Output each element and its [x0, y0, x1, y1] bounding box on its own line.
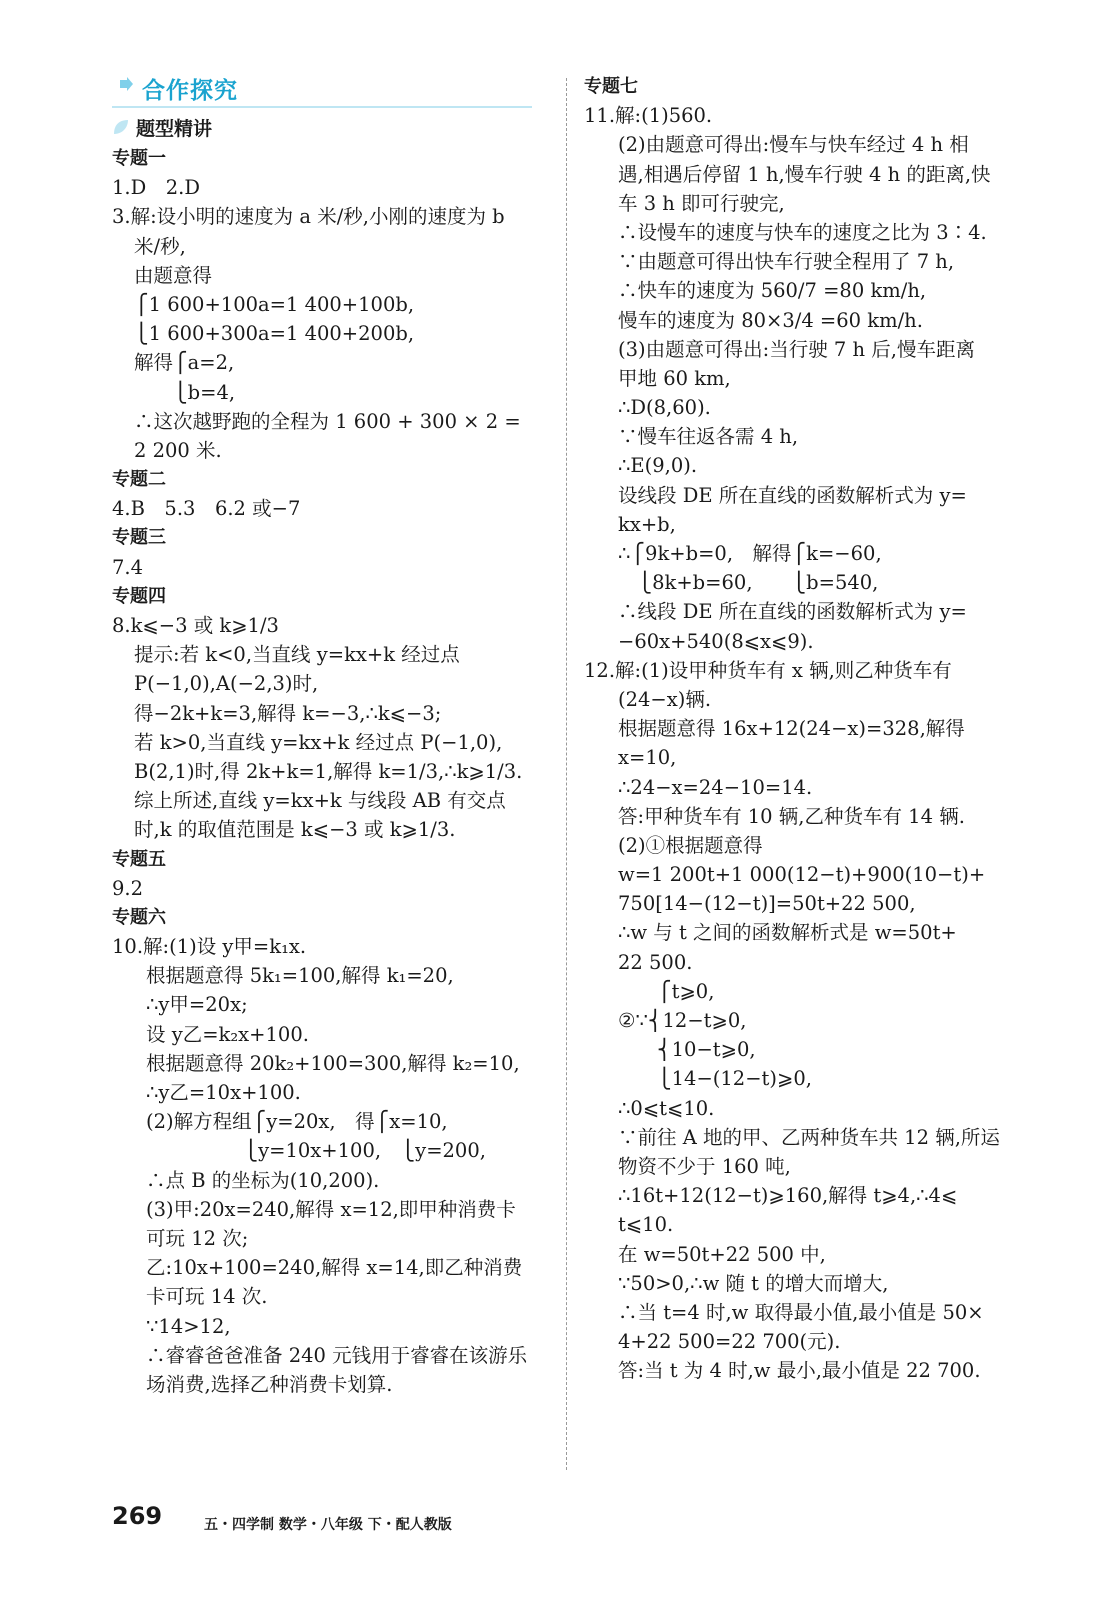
watermark-logo — [900, 1500, 1080, 1580]
answer-line: 1.D 2.D — [112, 176, 200, 200]
answer-line: 3.解:设小明的速度为 a 米/秒,小刚的速度为 b — [112, 205, 505, 229]
answer-line: 4+22 500=22 700(元). — [618, 1330, 841, 1354]
answer-line: (3)甲:20x=240,解得 x=12,即甲种消费卡 — [146, 1197, 516, 1221]
answer-line: ∴D(8,60). — [618, 396, 711, 420]
answer-line: ⎩b=4, — [134, 380, 236, 404]
answer-line: 由题意得 — [134, 263, 213, 287]
answer-line: (2)解方程组⎧y=20x, 得⎧x=10, — [146, 1110, 448, 1134]
answer-line: 11.解:(1)560. — [584, 104, 713, 128]
answer-line: ∴w 与 t 之间的函数解析式是 w=50t+ — [618, 921, 957, 945]
answer-line: 甲地 60 km, — [618, 366, 731, 390]
answer-line: 米/秒, — [134, 234, 186, 258]
answer-line: 设线段 DE 所在直线的函数解析式为 y= — [618, 483, 967, 507]
answer-line: ∴⎧9k+b=0, 解得⎧k=−60, — [618, 542, 882, 565]
answer-line: ∵50>0,∴w 随 t 的增大而增大, — [618, 1271, 889, 1295]
answer-line: 设 y乙=k₂x+100. — [146, 1022, 309, 1046]
column-divider — [566, 78, 567, 1470]
answer-line: ∵14>12, — [146, 1314, 231, 1338]
answer-line: −60x+540(8⩽x⩽9). — [618, 629, 814, 653]
answer-line: ⎨10−t⩾0, — [618, 1038, 756, 1062]
answer-line: 根据题意得 5k₁=100,解得 k₁=20, — [146, 964, 454, 988]
answer-line: ∵由题意可得出快车行驶全程用了 7 h, — [618, 250, 955, 274]
answer-line: 2 200 米. — [134, 438, 222, 462]
answer-line: ∴点 B 的坐标为(10,200). — [146, 1168, 380, 1192]
answer-line: ⎩8k+b=60, ⎩b=540, — [618, 571, 879, 595]
answer-line: ∵慢车往返各需 4 h, — [618, 425, 799, 449]
answer-line: 22 500. — [618, 950, 693, 974]
answer-line: 12.解:(1)设甲种货车有 x 辆,则乙种货车有 — [584, 658, 952, 682]
answer-line: (3)由题意可得出:当行驶 7 h 后,慢车距离 — [618, 337, 975, 361]
answer-line: 可玩 12 次; — [146, 1226, 249, 1250]
topic-heading: 专题二 — [112, 469, 166, 491]
answer-line: ∴设慢车的速度与快车的速度之比为 3∶4. — [618, 220, 987, 244]
answer-line: 解得⎧a=2, — [134, 351, 235, 375]
topic-heading: 专题六 — [112, 906, 166, 928]
section-banner — [112, 72, 532, 108]
answer-line: ∴24−x=24−10=14. — [618, 775, 813, 799]
answer-line: 10.解:(1)设 y甲=k₁x. — [112, 935, 307, 959]
answer-line: 根据题意得 16x+12(24−x)=328,解得 — [618, 717, 965, 741]
answer-line: 综上所述,直线 y=kx+k 与线段 AB 有交点 — [134, 789, 506, 813]
answer-line: 4.B 5.3 6.2 或−7 — [112, 497, 301, 521]
answer-line: 7.4 — [112, 555, 144, 579]
answer-line: 9.2 — [112, 876, 144, 900]
answer-line: ⎩14−(12−t)⩾0, — [618, 1067, 812, 1091]
answer-line: 场消费,选择乙种消费卡划算. — [146, 1372, 393, 1396]
subsection-heading — [112, 112, 552, 144]
answer-line: ⎩y=10x+100, ⎩y=200, — [146, 1139, 486, 1163]
answer-line: 乙:10x+100=240,解得 x=14,即乙种消费 — [146, 1256, 523, 1280]
answer-line: x=10, — [618, 746, 677, 770]
page-footer — [112, 1502, 1012, 1542]
answer-line: ∴y乙=10x+100. — [146, 1081, 301, 1104]
answer-line: 答:甲种货车有 10 辆,乙种货车有 14 辆. — [618, 804, 965, 828]
answer-line: w=1 200t+1 000(12−t)+900(10−t)+ — [618, 863, 986, 887]
answer-line: B(2,1)时,得 2k+k=1,解得 k=1/3,∴k⩾1/3. — [134, 759, 523, 783]
answer-line: ∴睿睿爸爸准备 240 元钱用于睿睿在该游乐 — [146, 1343, 528, 1367]
right-column — [584, 72, 1034, 1385]
answer-line: t⩽10. — [618, 1213, 674, 1237]
answer-line: 答:当 t 为 4 时,w 最小,最小值是 22 700. — [618, 1359, 981, 1383]
answer-line: 若 k>0,当直线 y=kx+k 经过点 P(−1,0), — [134, 730, 503, 754]
answer-line: ∴16t+12(12−t)⩾160,解得 t⩾4,∴4⩽ — [618, 1184, 958, 1208]
answer-line: 750[14−(12−t)]=50t+22 500, — [618, 892, 916, 916]
answer-line: ⎩1 600+300a=1 400+200b, — [134, 322, 415, 346]
answer-line: 提示:若 k<0,当直线 y=kx+k 经过点 — [134, 643, 460, 667]
answer-line: 8.k⩽−3 或 k⩾1/3 — [112, 614, 279, 637]
answer-line: ∴y甲=20x; — [146, 993, 248, 1017]
page-number: 269 — [112, 1502, 163, 1530]
left-answers — [112, 144, 552, 1399]
answer-line: ∴线段 DE 所在直线的函数解析式为 y= — [618, 600, 967, 624]
answer-line: ∴0⩽t⩽10. — [618, 1096, 715, 1120]
answer-line: (2)由题意可得出:慢车与快车经过 4 h 相 — [618, 133, 969, 157]
answer-line: 慢车的速度为 80×3/4 =60 km/h. — [618, 308, 923, 332]
answer-line: (24−x)辆. — [618, 687, 712, 711]
answer-line: ∵前往 A 地的甲、乙两种货车共 12 辆,所运 — [618, 1125, 1000, 1149]
answer-line: (2)①根据题意得 — [618, 833, 763, 857]
right-answers — [584, 72, 1034, 1385]
answer-line: 卡可玩 14 次. — [146, 1285, 268, 1309]
answer-line: 车 3 h 即可行驶完, — [618, 191, 785, 215]
book-title: 五・四学制 数学・八年级 下・配人教版 — [204, 1517, 452, 1533]
answer-line: 根据题意得 20k₂+100=300,解得 k₂=10, — [146, 1051, 520, 1075]
topic-heading: 专题三 — [112, 527, 166, 549]
answer-line: 物资不少于 160 吨, — [618, 1154, 791, 1178]
answer-line: 遇,相遇后停留 1 h,慢车行驶 4 h 的距离,快 — [618, 162, 991, 186]
topic-heading: 专题一 — [112, 148, 166, 169]
banner-title: 合作探究 — [142, 78, 238, 104]
answer-line: kx+b, — [618, 512, 676, 536]
topic-heading: 专题七 — [584, 76, 638, 97]
answer-line: ∴E(9,0). — [618, 454, 698, 478]
topic-heading: 专题五 — [112, 848, 166, 870]
answer-line: 时,k 的取值范围是 k⩽−3 或 k⩾1/3. — [134, 818, 456, 842]
left-column — [112, 72, 552, 1399]
answer-line: ∴这次越野跑的全程为 1 600 + 300 × 2 = — [134, 409, 521, 433]
answer-line: ∴当 t=4 时,w 取得最小值,最小值是 50× — [618, 1300, 984, 1324]
answer-line: ⎧1 600+100a=1 400+100b, — [134, 292, 415, 316]
answer-line: ⎧t⩾0, — [618, 979, 715, 1003]
answer-line: 在 w=50t+22 500 中, — [618, 1242, 826, 1266]
arrow-icon — [118, 76, 134, 92]
answer-line: ②∵⎨12−t⩾0, — [618, 1009, 747, 1032]
leaf-icon — [112, 118, 130, 136]
answer-line: ∴快车的速度为 560/7 =80 km/h, — [618, 279, 927, 303]
answer-line: P(−1,0),A(−2,3)时, — [134, 672, 319, 696]
answer-line: 得−2k+k=3,解得 k=−3,∴k⩽−3; — [134, 701, 442, 725]
topic-heading: 专题四 — [112, 585, 166, 607]
subsection-title: 题型精讲 — [136, 118, 213, 140]
